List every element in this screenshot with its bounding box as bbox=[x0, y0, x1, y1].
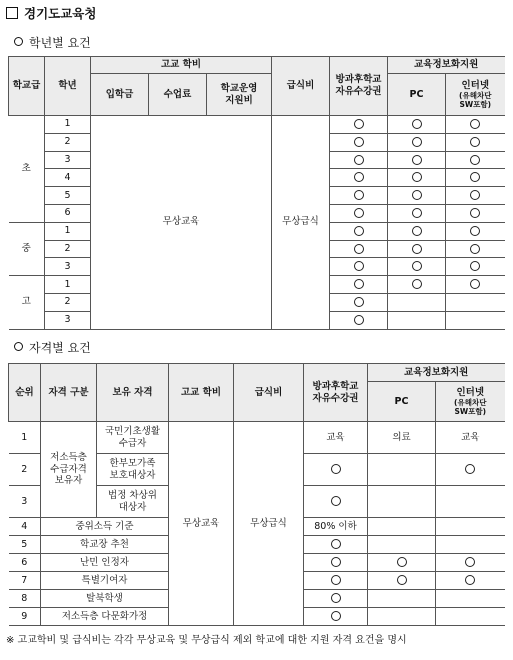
circle-mark-icon bbox=[397, 557, 407, 567]
pc-mark bbox=[368, 518, 436, 536]
header-pc: PC bbox=[388, 74, 446, 116]
category-low-income bbox=[41, 422, 97, 518]
after-school-mark bbox=[304, 536, 368, 554]
circle-mark-icon bbox=[465, 464, 475, 474]
after-school-mark bbox=[330, 222, 388, 240]
circle-mark-icon bbox=[331, 557, 341, 567]
internet-mark bbox=[436, 536, 505, 554]
circle-mark-icon bbox=[470, 279, 480, 289]
pc-mark bbox=[368, 554, 436, 572]
rank-cell: 8 bbox=[9, 590, 41, 608]
qualification-single-parent bbox=[97, 454, 169, 486]
pc-mark bbox=[388, 151, 446, 169]
circle-mark-icon bbox=[470, 261, 480, 271]
internet-mark bbox=[446, 276, 505, 294]
circle-mark-icon bbox=[354, 119, 364, 129]
after-school-value: 교육 bbox=[304, 422, 368, 454]
pc-mark bbox=[388, 222, 446, 240]
circle-mark-icon bbox=[331, 593, 341, 603]
pc-mark bbox=[388, 116, 446, 134]
grade-cell: 3 bbox=[45, 311, 91, 329]
header-internet-line1: 인터넷 bbox=[461, 79, 490, 91]
circle-mark-icon bbox=[354, 244, 364, 254]
after-school-mark bbox=[304, 590, 368, 608]
pc-mark bbox=[368, 572, 436, 590]
circle-mark-icon bbox=[412, 172, 422, 182]
internet-mark bbox=[446, 293, 505, 311]
category-low-income-line2: 수급자격 bbox=[50, 463, 87, 475]
header-pc: PC bbox=[368, 382, 436, 422]
rank-cell: 3 bbox=[9, 486, 41, 518]
header-tuition: 수업료 bbox=[149, 74, 207, 116]
circle-mark-icon bbox=[470, 208, 480, 218]
after-school-mark bbox=[330, 133, 388, 151]
section-qualification-text: 자격별 요건 bbox=[29, 341, 91, 355]
header-operation bbox=[207, 74, 272, 116]
internet-mark bbox=[446, 116, 505, 134]
pc-mark bbox=[388, 311, 446, 329]
grade-cell: 1 bbox=[45, 222, 91, 240]
circle-mark-icon bbox=[412, 137, 422, 147]
pc-mark bbox=[368, 486, 436, 518]
circle-bullet-icon bbox=[14, 342, 23, 351]
header-grade: 학년 bbox=[45, 57, 91, 116]
internet-mark bbox=[446, 187, 505, 205]
circle-mark-icon bbox=[331, 496, 341, 506]
qualification-refugee: 난민 인정자 bbox=[41, 554, 169, 572]
circle-mark-icon bbox=[412, 261, 422, 271]
header-held-qualification: 보유 자격 bbox=[97, 364, 169, 422]
page-title bbox=[6, 4, 96, 22]
circle-mark-icon bbox=[412, 279, 422, 289]
meal-free-meal: 무상급식 bbox=[272, 116, 330, 330]
qualification-near-poverty bbox=[97, 486, 169, 518]
header-info-support: 교육정보화지원 bbox=[368, 364, 505, 382]
circle-mark-icon bbox=[470, 155, 480, 165]
internet-mark bbox=[446, 151, 505, 169]
rank-cell: 2 bbox=[9, 454, 41, 486]
after-school-mark bbox=[304, 572, 368, 590]
circle-mark-icon bbox=[465, 557, 475, 567]
circle-mark-icon bbox=[354, 155, 364, 165]
internet-value: 교육 bbox=[436, 422, 505, 454]
header-rank: 순위 bbox=[9, 364, 41, 422]
pc-mark bbox=[388, 169, 446, 187]
level-high: 고 bbox=[9, 276, 45, 329]
header-operation-line1: 학교운영 bbox=[220, 82, 258, 94]
after-school-value: 80% 이하 bbox=[304, 518, 368, 536]
circle-mark-icon bbox=[331, 464, 341, 474]
circle-mark-icon bbox=[331, 611, 341, 621]
grade-requirements-table bbox=[8, 56, 505, 330]
rank-cell: 4 bbox=[9, 518, 41, 536]
header-entry: 입학금 bbox=[91, 74, 149, 116]
qualification-multicultural: 저소득층 다문화가정 bbox=[41, 608, 169, 626]
qualification-median-income: 중위소득 기준 bbox=[41, 518, 169, 536]
header-category: 자격 구분 bbox=[41, 364, 97, 422]
circle-mark-icon bbox=[354, 279, 364, 289]
level-middle: 중 bbox=[9, 222, 45, 275]
header-info-support: 교육정보화지원 bbox=[388, 57, 505, 74]
internet-mark bbox=[436, 590, 505, 608]
circle-mark-icon bbox=[397, 575, 407, 585]
qualification-line2: 대상자 bbox=[118, 501, 147, 513]
grade-cell: 4 bbox=[45, 169, 91, 187]
category-low-income-line1: 저소득층 bbox=[50, 451, 87, 463]
pc-value: 의료 bbox=[368, 422, 436, 454]
internet-mark bbox=[446, 204, 505, 222]
section-grade-heading bbox=[14, 34, 91, 51]
circle-mark-icon bbox=[470, 190, 480, 200]
grade-cell: 1 bbox=[45, 116, 91, 134]
header-internet-line3: SW포함) bbox=[454, 407, 487, 417]
rank-cell: 9 bbox=[9, 608, 41, 626]
pc-mark bbox=[368, 608, 436, 626]
header-internet-line2: (유해차단 bbox=[454, 398, 487, 408]
pc-mark bbox=[388, 133, 446, 151]
circle-mark-icon bbox=[354, 226, 364, 236]
after-school-mark bbox=[304, 454, 368, 486]
meal-free-meal: 무상급식 bbox=[234, 422, 304, 626]
after-school-mark bbox=[330, 204, 388, 222]
checkbox-square-icon bbox=[6, 7, 18, 19]
qualification-line2: 보호대상자 bbox=[109, 469, 156, 481]
grade-cell: 2 bbox=[45, 133, 91, 151]
pc-mark bbox=[388, 187, 446, 205]
header-after-school-line2: 자유수강권 bbox=[335, 86, 382, 97]
internet-mark bbox=[436, 608, 505, 626]
circle-mark-icon bbox=[354, 208, 364, 218]
header-after-school-line1: 방과후학교 bbox=[335, 74, 382, 86]
after-school-mark bbox=[330, 151, 388, 169]
internet-mark bbox=[436, 554, 505, 572]
qualification-line1: 국민기초생활 bbox=[104, 425, 161, 437]
pc-mark bbox=[388, 293, 446, 311]
internet-mark bbox=[446, 222, 505, 240]
circle-mark-icon bbox=[470, 119, 480, 129]
header-meal: 급식비 bbox=[272, 57, 330, 116]
footnote: ※ 고교학비 및 급식비는 각각 무상교육 및 무상급식 제외 학교에 대한 지원 자격 요건을 명시 bbox=[6, 635, 407, 646]
internet-mark bbox=[446, 240, 505, 258]
circle-mark-icon bbox=[412, 155, 422, 165]
circle-mark-icon bbox=[354, 261, 364, 271]
section-grade-text: 학년별 요건 bbox=[29, 36, 91, 50]
header-after-school bbox=[304, 364, 368, 422]
qualification-principal-recommendation: 학교장 추천 bbox=[41, 536, 169, 554]
rank-cell: 5 bbox=[9, 536, 41, 554]
after-school-mark bbox=[304, 486, 368, 518]
circle-mark-icon bbox=[354, 172, 364, 182]
grade-cell: 6 bbox=[45, 204, 91, 222]
fee-free-education: 무상교육 bbox=[91, 116, 272, 330]
header-operation-line2: 지원비 bbox=[225, 94, 253, 106]
circle-mark-icon bbox=[354, 190, 364, 200]
section-qualification-heading bbox=[14, 339, 91, 356]
circle-mark-icon bbox=[412, 119, 422, 129]
qualification-line1: 한부모가족 bbox=[109, 457, 156, 469]
pc-mark bbox=[368, 454, 436, 486]
circle-mark-icon bbox=[331, 575, 341, 585]
header-after-school bbox=[330, 57, 388, 116]
header-internet-line3: SW포함) bbox=[459, 100, 492, 110]
qualification-requirements-table bbox=[8, 363, 505, 626]
grade-cell: 1 bbox=[45, 276, 91, 294]
header-internet-line1: 인터넷 bbox=[456, 386, 485, 398]
circle-mark-icon bbox=[412, 226, 422, 236]
circle-mark-icon bbox=[331, 539, 341, 549]
fee-free-education: 무상교육 bbox=[169, 422, 234, 626]
header-school-level: 학교급 bbox=[9, 57, 45, 116]
circle-mark-icon bbox=[465, 575, 475, 585]
circle-mark-icon bbox=[412, 244, 422, 254]
circle-mark-icon bbox=[354, 297, 364, 307]
header-internet-line2: (유해차단 bbox=[459, 91, 492, 101]
rank-cell: 1 bbox=[9, 422, 41, 454]
pc-mark bbox=[388, 204, 446, 222]
circle-mark-icon bbox=[412, 190, 422, 200]
header-after-school-line2: 자유수강권 bbox=[312, 392, 359, 404]
after-school-mark bbox=[304, 554, 368, 572]
internet-mark bbox=[436, 572, 505, 590]
circle-mark-icon bbox=[412, 208, 422, 218]
header-internet bbox=[436, 382, 505, 422]
qualification-basic-livelihood bbox=[97, 422, 169, 454]
internet-mark bbox=[436, 518, 505, 536]
grade-cell: 3 bbox=[45, 151, 91, 169]
internet-mark bbox=[446, 258, 505, 276]
internet-mark bbox=[436, 454, 505, 486]
after-school-mark bbox=[330, 187, 388, 205]
pc-mark bbox=[388, 258, 446, 276]
after-school-mark bbox=[304, 608, 368, 626]
rank-cell: 7 bbox=[9, 572, 41, 590]
qualification-defector-student: 탈북학생 bbox=[41, 590, 169, 608]
internet-mark bbox=[446, 169, 505, 187]
header-fee: 고교 학비 bbox=[169, 364, 234, 422]
rank-cell: 6 bbox=[9, 554, 41, 572]
circle-mark-icon bbox=[470, 137, 480, 147]
after-school-mark bbox=[330, 276, 388, 294]
header-after-school-line1: 방과후학교 bbox=[312, 380, 359, 392]
grade-cell: 2 bbox=[45, 240, 91, 258]
after-school-mark bbox=[330, 169, 388, 187]
grade-cell: 2 bbox=[45, 293, 91, 311]
circle-bullet-icon bbox=[14, 37, 23, 46]
circle-mark-icon bbox=[470, 244, 480, 254]
after-school-mark bbox=[330, 258, 388, 276]
level-elementary: 초 bbox=[9, 116, 45, 223]
internet-mark bbox=[446, 311, 505, 329]
pc-mark bbox=[388, 240, 446, 258]
internet-mark bbox=[446, 133, 505, 151]
page-title-text: 경기도교육청 bbox=[24, 6, 97, 21]
circle-mark-icon bbox=[354, 315, 364, 325]
category-low-income-line3: 보유자 bbox=[54, 475, 83, 487]
qualification-line2: 수급자 bbox=[118, 437, 147, 449]
header-meal: 급식비 bbox=[234, 364, 304, 422]
circle-mark-icon bbox=[470, 226, 480, 236]
qualification-line1: 법정 차상위 bbox=[108, 489, 157, 501]
after-school-mark bbox=[330, 311, 388, 329]
grade-cell: 5 bbox=[45, 187, 91, 205]
after-school-mark bbox=[330, 293, 388, 311]
header-internet bbox=[446, 74, 505, 116]
circle-mark-icon bbox=[354, 137, 364, 147]
circle-mark-icon bbox=[470, 172, 480, 182]
pc-mark bbox=[368, 536, 436, 554]
pc-mark bbox=[388, 276, 446, 294]
pc-mark bbox=[368, 590, 436, 608]
header-fee: 고교 학비 bbox=[91, 57, 272, 74]
after-school-mark bbox=[330, 240, 388, 258]
internet-mark bbox=[436, 486, 505, 518]
grade-cell: 3 bbox=[45, 258, 91, 276]
after-school-mark bbox=[330, 116, 388, 134]
qualification-special-contributor: 특별기여자 bbox=[41, 572, 169, 590]
